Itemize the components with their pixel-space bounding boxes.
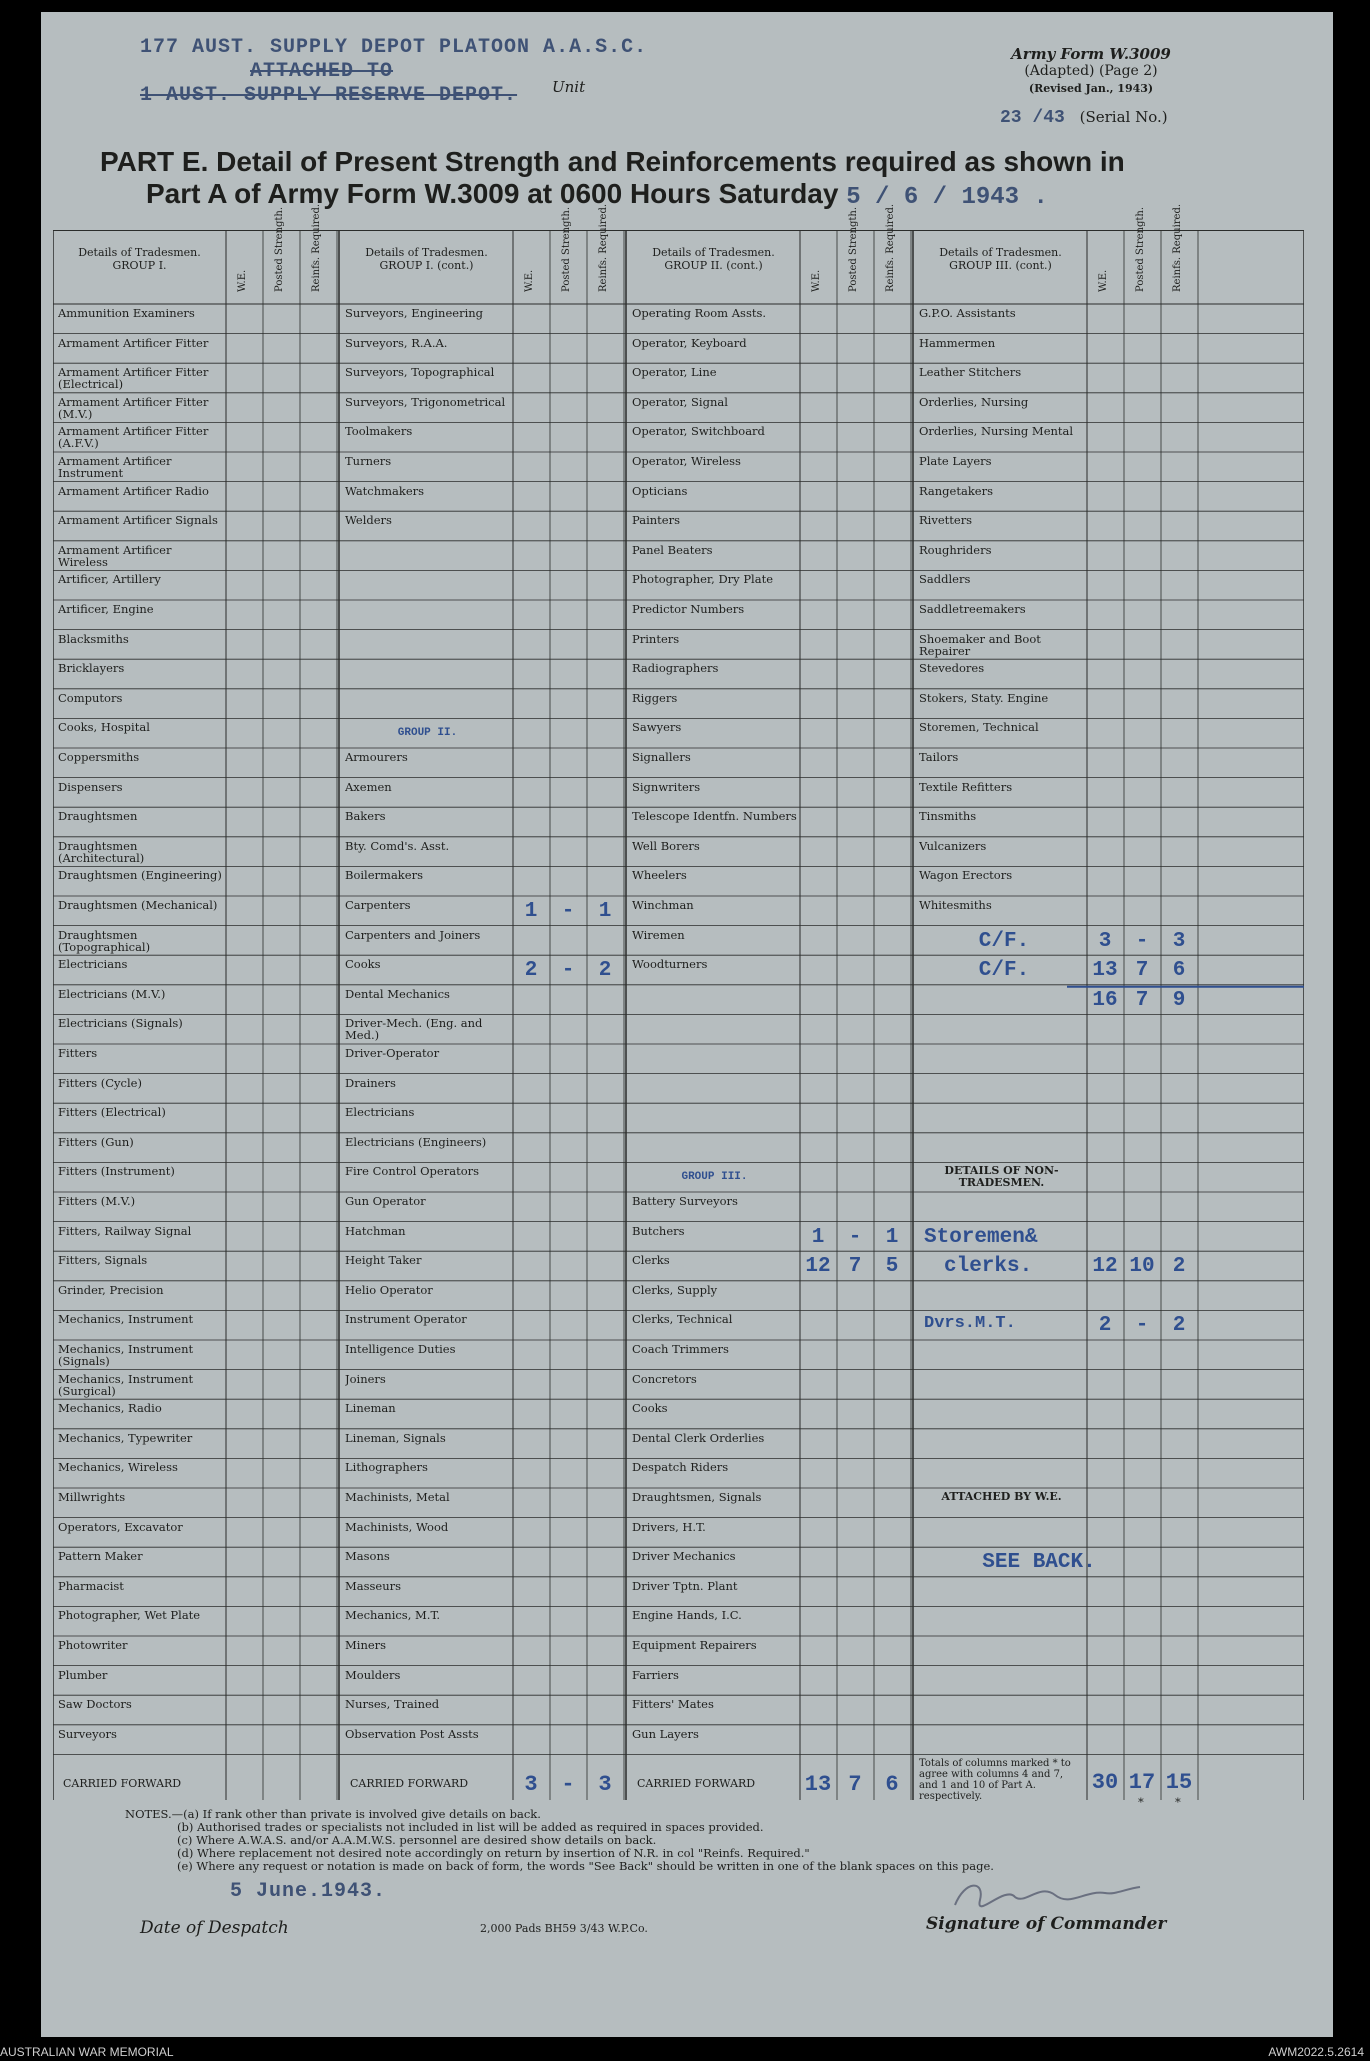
note-line: (d) Where replacement not desired note accordingly on return by insertion of N.R. in col "Reinfs. Required." xyxy=(177,1846,810,1860)
trade-label: Draughtsmen (Architectural) xyxy=(58,839,145,865)
trade-label: Electricians (M.V.) xyxy=(58,987,166,1001)
trade-label: Gun Operator xyxy=(345,1195,426,1208)
trade-label: Saddlers xyxy=(919,573,971,587)
column-header-details: Details of Tradesmen. GROUP III. (cont.) xyxy=(939,246,1062,272)
totals-value: 30 xyxy=(1091,1770,1119,1796)
trade-label: Lineman xyxy=(345,1402,396,1416)
trade-label: Lineman, Signals xyxy=(345,1431,446,1445)
trade-label: Photowriter xyxy=(58,1639,128,1652)
trade-label: Pattern Maker xyxy=(58,1550,143,1564)
trade-label: Sawyers xyxy=(632,721,682,735)
trade-label: Orderlies, Nursing xyxy=(919,395,1029,409)
trade-label: Operator, Keyboard xyxy=(632,336,747,350)
column-header-reinfs: Reinfs. Required. xyxy=(598,203,609,292)
trade-label: Driver Tptn. Plant xyxy=(632,1579,738,1593)
trade-label: Welders xyxy=(345,514,392,528)
trade-label: Rangetakers xyxy=(919,484,994,498)
trade-label: Gun Layers xyxy=(632,1727,699,1741)
trade-label: Draughtsmen (Mechanical) xyxy=(58,899,218,912)
entry-value: 3 xyxy=(1098,929,1112,953)
trade-label: Watchmakers xyxy=(345,484,425,498)
column-header-posted: Posted Strength. xyxy=(274,206,285,292)
carried-forward-label: C/F. xyxy=(978,929,1030,953)
trade-label: Computors xyxy=(58,691,123,705)
trade-label: Toolmakers xyxy=(345,425,413,439)
column-header-posted: Posted Strength. xyxy=(1135,206,1146,292)
unit-stamp xyxy=(140,36,647,108)
despatch-label: Date of Despatch xyxy=(140,1918,289,1938)
trade-label: Fire Control Operators xyxy=(345,1165,480,1179)
form-identifier xyxy=(966,46,1216,97)
trade-label: Butchers xyxy=(632,1224,685,1238)
trade-label: Operating Room Assts. xyxy=(632,307,767,320)
carried-forward-label: CARRIED FORWARD xyxy=(637,1778,756,1791)
trade-label: Photographer, Wet Plate xyxy=(58,1609,201,1623)
trade-label: Dental Clerk Orderlies xyxy=(632,1431,765,1445)
column-header-posted: Posted Strength. xyxy=(561,206,572,292)
trade-label: Drivers, H.T. xyxy=(632,1520,706,1534)
trade-label: Armament Artificer Wireless xyxy=(58,543,172,569)
strength-table xyxy=(53,203,1304,1809)
trade-label: Bakers xyxy=(345,810,386,824)
asterisk-marker: * xyxy=(1138,1796,1144,1809)
section-heading: GROUP III. xyxy=(681,1171,748,1184)
trade-label: Cooks xyxy=(345,958,381,972)
trade-label: Fitters (Instrument) xyxy=(58,1165,175,1179)
trade-label: Armament Artificer Signals xyxy=(58,514,218,528)
trade-label: Woodturners xyxy=(632,958,708,972)
note-line: (e) Where any request or notation is made on back of form, the words "See Back" should be written in one of the blank spaces on this page. xyxy=(177,1859,994,1873)
entry-value: 9 xyxy=(1172,988,1186,1012)
entry-value: 6 xyxy=(885,1772,899,1798)
trade-label: Plate Layers xyxy=(919,455,992,468)
trade-label: Carpenters and Joiners xyxy=(345,928,481,942)
entry-value: 3 xyxy=(1172,929,1186,953)
trade-label: Shoemaker and Boot Repairer xyxy=(919,632,1041,658)
trade-label: Wheelers xyxy=(632,869,687,883)
trade-label: Clerks xyxy=(632,1254,670,1268)
trade-label: Tinsmiths xyxy=(919,810,977,824)
trade-label: Mechanics, Wireless xyxy=(58,1461,178,1475)
title-date: 5 / 6 / 1943 . xyxy=(846,184,1048,211)
trade-label: Storemen, Technical xyxy=(919,721,1039,735)
non-tradesmen-label: Dvrs.M.T. xyxy=(924,1314,1016,1334)
trade-label: Mechanics, M.T. xyxy=(345,1609,441,1623)
trade-label: Draughtsmen (Engineering) xyxy=(58,869,222,883)
trade-label: Operators, Excavator xyxy=(58,1520,183,1534)
trade-label: Winchman xyxy=(632,899,694,912)
column-header-we: W.E. xyxy=(1098,269,1109,292)
trade-label: Hammermen xyxy=(919,336,996,350)
section-heading: GROUP II. xyxy=(397,727,458,740)
entry-value: 13 xyxy=(1092,959,1118,983)
trade-label: Miners xyxy=(345,1639,387,1652)
trade-label: Textile Refitters xyxy=(919,780,1013,794)
trade-label: Millwrights xyxy=(58,1491,126,1504)
serial-value: 23 /43 xyxy=(1000,108,1065,128)
trade-label: Rivetters xyxy=(919,514,973,528)
trade-label: Driver-Mech. (Eng. and Med.) xyxy=(345,1017,483,1043)
totals-instruction: Totals of columns marked * to agree with columns 4 and 7, and 1 and 10 of Part A. respectively. xyxy=(919,1758,1071,1803)
trade-label: Coach Trimmers xyxy=(632,1343,729,1356)
trade-label: Armourers xyxy=(345,751,408,764)
trade-label: Telescope Identfn. Numbers xyxy=(632,810,797,824)
serial-number xyxy=(1000,108,1168,128)
entry-value: - xyxy=(848,1225,862,1249)
entry-value: 3 xyxy=(524,1772,538,1798)
trade-label: Wiremen xyxy=(632,928,685,942)
trade-label: Farriers xyxy=(632,1668,679,1682)
entry-value: 1 xyxy=(885,1225,899,1249)
entry-value: 2 xyxy=(1172,1314,1186,1338)
trade-label: Grinder, Precision xyxy=(58,1283,164,1297)
trade-label: Radiographers xyxy=(632,662,719,676)
column-header-reinfs: Reinfs. Required. xyxy=(885,203,896,292)
trade-label: Photographer, Dry Plate xyxy=(632,573,774,587)
trade-label: Boilermakers xyxy=(345,869,423,883)
trade-label: Artificer, Artillery xyxy=(58,573,161,587)
trade-label: Coppersmiths xyxy=(58,751,140,764)
title-line-1: PART E. Detail of Present Strength and Reinforcements required as shown in xyxy=(100,146,1125,177)
entry-value: 5 xyxy=(885,1255,899,1279)
column-header-details: Details of Tradesmen. GROUP II. (cont.) xyxy=(652,246,775,272)
carried-forward-label: C/F. xyxy=(978,959,1030,983)
entry-value: - xyxy=(561,1772,575,1798)
note-line: NOTES.—(a) If rank other than private is involved give details on back. xyxy=(125,1807,541,1821)
trade-label: Lithographers xyxy=(345,1461,428,1475)
trade-label: Armament Artificer Fitter (M.V.) xyxy=(58,395,209,421)
trade-label: Printers xyxy=(632,632,680,646)
trade-label: Operator, Wireless xyxy=(632,455,741,468)
trade-label: Engine Hands, I.C. xyxy=(632,1609,742,1623)
column-header-we: W.E. xyxy=(811,269,822,292)
trade-label: Opticians xyxy=(632,484,688,498)
trade-label: Surveyors, Topographical xyxy=(345,366,495,380)
trade-label: Ammunition Examiners xyxy=(58,307,195,320)
trade-label: Operator, Switchboard xyxy=(632,425,765,439)
trade-label: Electricians (Signals) xyxy=(58,1017,183,1031)
trade-label: Instrument Operator xyxy=(345,1313,467,1327)
entry-value: 7 xyxy=(848,1255,862,1279)
trade-label: Mechanics, Instrument (Surgical) xyxy=(58,1372,194,1398)
trade-label: Fitters xyxy=(58,1047,98,1060)
trade-label: Armament Artificer Fitter xyxy=(58,336,209,350)
trade-label: Surveyors xyxy=(58,1727,117,1741)
archive-reference: AWM2022.5.2614 xyxy=(1268,2045,1364,2059)
trade-label: Mechanics, Radio xyxy=(58,1402,162,1416)
trade-label: Bty. Comd's. Asst. xyxy=(345,839,450,853)
trade-label: Intelligence Duties xyxy=(345,1343,456,1356)
trade-label: Orderlies, Nursing Mental xyxy=(919,425,1074,439)
column-header-posted: Posted Strength. xyxy=(848,206,859,292)
section-heading: ATTACHED BY W.E. xyxy=(941,1491,1062,1503)
entry-value: - xyxy=(1135,929,1149,953)
trade-label: Stevedores xyxy=(919,662,985,676)
entry-value: 12 xyxy=(805,1255,831,1279)
trade-label: Electricians xyxy=(345,1106,415,1120)
entry-value: 1 xyxy=(811,1225,825,1249)
totals-value: 15 xyxy=(1165,1770,1193,1796)
despatch-date: 5 June.1943. xyxy=(230,1880,387,1903)
trade-label: Tailors xyxy=(919,751,959,764)
trade-label: Masseurs xyxy=(345,1579,402,1593)
entry-value: 10 xyxy=(1129,1255,1155,1279)
entry-value: 7 xyxy=(1135,988,1149,1012)
trade-label: Saw Doctors xyxy=(58,1698,132,1712)
entry-value: 7 xyxy=(1135,959,1149,983)
trade-label: Bricklayers xyxy=(58,662,125,676)
note-line: (b) Authorised trades or specialists not included in list will be added as required in spaces provided. xyxy=(177,1820,764,1834)
trade-label: Drainers xyxy=(345,1076,396,1090)
trade-label: Despatch Riders xyxy=(632,1461,729,1475)
unit-line: ATTACHED TO xyxy=(250,60,394,83)
section-heading: DETAILS OF NON-TRADESMEN. xyxy=(944,1165,1059,1190)
trade-label: Surveyors, R.A.A. xyxy=(345,336,448,350)
entry-value: 2 xyxy=(1172,1255,1186,1279)
trade-label: Mechanics, Instrument (Signals) xyxy=(58,1343,194,1368)
trade-label: Clerks, Technical xyxy=(632,1313,733,1327)
title-line-2: Part A of Army Form W.3009 at 0600 Hours Saturday xyxy=(146,178,839,209)
trade-label: Machinists, Metal xyxy=(345,1491,450,1504)
non-tradesmen-label: clerks. xyxy=(944,1255,1033,1279)
trade-label: Leather Stitchers xyxy=(919,366,1022,380)
unit-line: 1 AUST. SUPPLY RESERVE DEPOT. xyxy=(140,84,518,107)
trade-label: Machinists, Wood xyxy=(345,1520,449,1534)
totals-value: 17 xyxy=(1128,1770,1156,1796)
entry-value: 13 xyxy=(804,1772,832,1798)
trade-label: Surveyors, Trigonometrical xyxy=(345,395,506,409)
trade-label: Clerks, Supply xyxy=(632,1283,718,1297)
trade-label: Signallers xyxy=(632,751,691,764)
trade-label: Joiners xyxy=(345,1372,386,1386)
trade-label: Draughtsmen (Topographical) xyxy=(58,928,151,954)
trade-label: Fitters (Cycle) xyxy=(58,1076,142,1090)
trade-label: Dental Mechanics xyxy=(345,987,450,1001)
trade-label: Armament Artificer Fitter (Electrical) xyxy=(58,366,209,392)
entry-value: 3 xyxy=(598,1772,612,1798)
column-header-we: W.E. xyxy=(237,269,248,292)
trade-label: Painters xyxy=(632,514,680,528)
trade-label: Predictor Numbers xyxy=(632,603,745,616)
serial-label: (Serial No.) xyxy=(1079,108,1168,126)
trade-label: Carpenters xyxy=(345,899,411,912)
trade-label: Axemen xyxy=(345,780,392,794)
trade-label: Surveyors, Engineering xyxy=(345,307,484,320)
trade-label: Vulcanizers xyxy=(919,839,987,853)
trade-label: Fitters (Electrical) xyxy=(58,1106,166,1120)
trade-label: Hatchman xyxy=(345,1224,406,1238)
trade-label: Armament Artificer Instrument xyxy=(58,455,172,480)
trade-label: Dispensers xyxy=(58,780,123,794)
trade-label: Well Borers xyxy=(632,839,700,853)
trade-label: Riggers xyxy=(632,691,678,705)
unit-line: 177 AUST. SUPPLY DEPOT PLATOON A.A.S.C. xyxy=(140,36,648,59)
trade-label: Helio Operator xyxy=(345,1283,433,1297)
trade-label: Plumber xyxy=(58,1668,108,1682)
trade-label: Saddletreemakers xyxy=(919,603,1026,616)
trade-label: Concretors xyxy=(632,1372,697,1386)
trade-label: Mechanics, Instrument xyxy=(58,1313,194,1327)
asterisk-marker: * xyxy=(1175,1796,1181,1809)
column-header-we: W.E. xyxy=(524,269,535,292)
form-revision: (Revised Jan., 1943) xyxy=(1028,82,1154,95)
entry-value: 16 xyxy=(1092,988,1118,1012)
column-header-reinfs: Reinfs. Required. xyxy=(1172,203,1183,292)
entry-value: - xyxy=(561,900,575,923)
commander-signature xyxy=(945,1875,1145,1915)
trade-label: G.P.O. Assistants xyxy=(919,307,1016,320)
notes-section xyxy=(125,1808,1275,1873)
trade-label: Equipment Repairers xyxy=(632,1639,757,1652)
trade-label: Fitters (Gun) xyxy=(58,1135,134,1149)
entry-value: 12 xyxy=(1092,1255,1118,1279)
trade-label: Draughtsmen xyxy=(58,810,138,824)
form-title xyxy=(100,146,1280,214)
trade-label: Observation Post Assts xyxy=(345,1727,479,1741)
trade-label: Battery Surveyors xyxy=(632,1195,738,1208)
trade-label: Cooks, Hospital xyxy=(58,721,150,735)
entry-value: 7 xyxy=(848,1772,862,1798)
trade-label: Driver-Operator xyxy=(345,1047,440,1060)
trade-label: Nurses, Trained xyxy=(345,1698,440,1712)
entry-value: 2 xyxy=(598,959,612,983)
trade-label: Armament Artificer Fitter (A.F.V.) xyxy=(58,425,209,451)
trade-label: Wagon Erectors xyxy=(919,869,1013,883)
trade-label: Panel Beaters xyxy=(632,543,713,557)
trade-label: Fitters' Mates xyxy=(632,1698,714,1712)
non-tradesmen-label: Storemen& xyxy=(924,1225,1038,1249)
trade-label: Artificer, Engine xyxy=(58,603,154,616)
trade-label: Armament Artificer Radio xyxy=(58,484,209,498)
form-number: Army Form W.3009 xyxy=(1011,45,1171,63)
trade-label: Masons xyxy=(345,1550,390,1564)
archive-credit: AUSTRALIAN WAR MEMORIAL xyxy=(0,2045,174,2059)
form-page: (Adapted) (Page 2) xyxy=(1024,63,1158,79)
trade-label: Pharmacist xyxy=(58,1579,124,1593)
entry-value: 1 xyxy=(598,900,612,923)
trade-label: Roughriders xyxy=(919,543,992,557)
entry-value: - xyxy=(1135,1314,1149,1338)
trade-label: Height Taker xyxy=(345,1254,422,1268)
see-back-note: SEE BACK. xyxy=(982,1551,1096,1575)
trade-label: Stokers, Staty. Engine xyxy=(919,691,1049,705)
column-header-details: Details of Tradesmen. GROUP I. (cont.) xyxy=(365,246,488,272)
trade-label: Turners xyxy=(345,455,392,468)
trade-label: Operator, Line xyxy=(632,366,717,380)
entry-value: 2 xyxy=(524,959,538,983)
trade-label: Signwriters xyxy=(632,780,701,794)
entry-value: - xyxy=(561,959,575,983)
trade-label: Mechanics, Typewriter xyxy=(58,1431,193,1445)
carried-forward-label: CARRIED FORWARD xyxy=(350,1778,469,1791)
carried-forward-label: CARRIED FORWARD xyxy=(63,1778,182,1791)
trade-label: Operator, Signal xyxy=(632,395,728,409)
unit-label: Unit xyxy=(552,78,586,96)
trade-label: Blacksmiths xyxy=(58,632,129,646)
trade-label: Fitters, Railway Signal xyxy=(58,1224,192,1238)
entry-value: 6 xyxy=(1172,959,1186,983)
trade-label: Draughtsmen, Signals xyxy=(632,1491,762,1504)
column-header-reinfs: Reinfs. Required. xyxy=(311,203,322,292)
column-header-details: Details of Tradesmen. GROUP I. xyxy=(78,246,201,272)
trade-label: Electricians xyxy=(58,958,128,972)
trade-label: Electricians (Engineers) xyxy=(345,1135,487,1149)
trade-label: Moulders xyxy=(345,1668,401,1682)
trade-label: Whitesmiths xyxy=(919,899,992,912)
signature-label: Signature of Commander xyxy=(926,1914,1167,1934)
trade-label: Fitters (M.V.) xyxy=(58,1195,136,1208)
trade-label: Fitters, Signals xyxy=(58,1254,148,1268)
entry-value: 1 xyxy=(524,900,538,923)
printer-imprint: 2,000 Pads BH59 3/43 W.P.Co. xyxy=(480,1922,648,1935)
trade-label: Cooks xyxy=(632,1402,668,1416)
note-line: (c) Where A.W.A.S. and/or A.A.M.W.S. personnel are desired show details on back. xyxy=(177,1833,657,1847)
trade-label: Driver Mechanics xyxy=(632,1550,736,1564)
entry-value: 2 xyxy=(1098,1314,1112,1338)
